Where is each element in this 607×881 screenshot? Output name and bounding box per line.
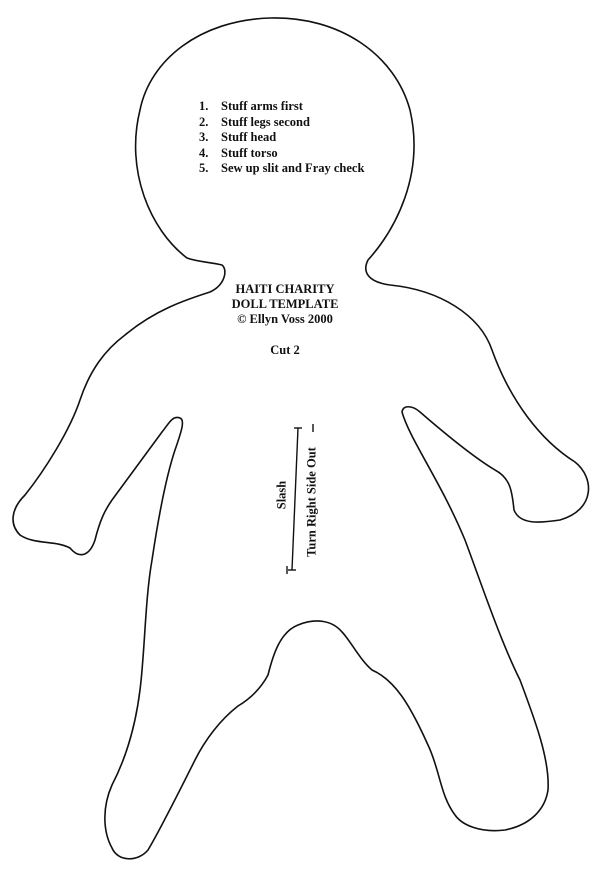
instruction-item bbox=[199, 146, 364, 162]
instruction-number: 4. bbox=[199, 145, 209, 160]
instruction-number: 5. bbox=[199, 161, 209, 175]
instruction-text: Stuff torso bbox=[221, 145, 278, 160]
instruction-text: Stuff legs second bbox=[221, 114, 310, 129]
title-line-1: HAITI CHARITY bbox=[235, 282, 335, 296]
instruction-item bbox=[199, 161, 364, 177]
copyright-line: © Ellyn Voss 2000 bbox=[237, 312, 333, 326]
instruction-text: Stuff head bbox=[221, 130, 277, 144]
title-line-2: DOLL TEMPLATE bbox=[231, 297, 339, 311]
instruction-list bbox=[199, 99, 364, 177]
instruction-item bbox=[199, 115, 364, 131]
instruction-item bbox=[199, 99, 364, 115]
instruction-item bbox=[199, 130, 364, 146]
cut-count-label: Cut 2 bbox=[270, 343, 300, 357]
template-title-block bbox=[200, 282, 370, 327]
instruction-number: 3. bbox=[199, 130, 209, 144]
instruction-text: Stuff arms first bbox=[221, 99, 303, 113]
slash-label: Slash bbox=[274, 480, 289, 510]
turn-right-side-out-label: Turn Right Side Out bbox=[304, 447, 319, 557]
slash-line bbox=[292, 428, 298, 570]
instruction-number: 1. bbox=[199, 99, 209, 113]
instruction-text: Sew up slit and Fray check bbox=[221, 161, 365, 175]
instruction-number: 2. bbox=[199, 114, 209, 129]
